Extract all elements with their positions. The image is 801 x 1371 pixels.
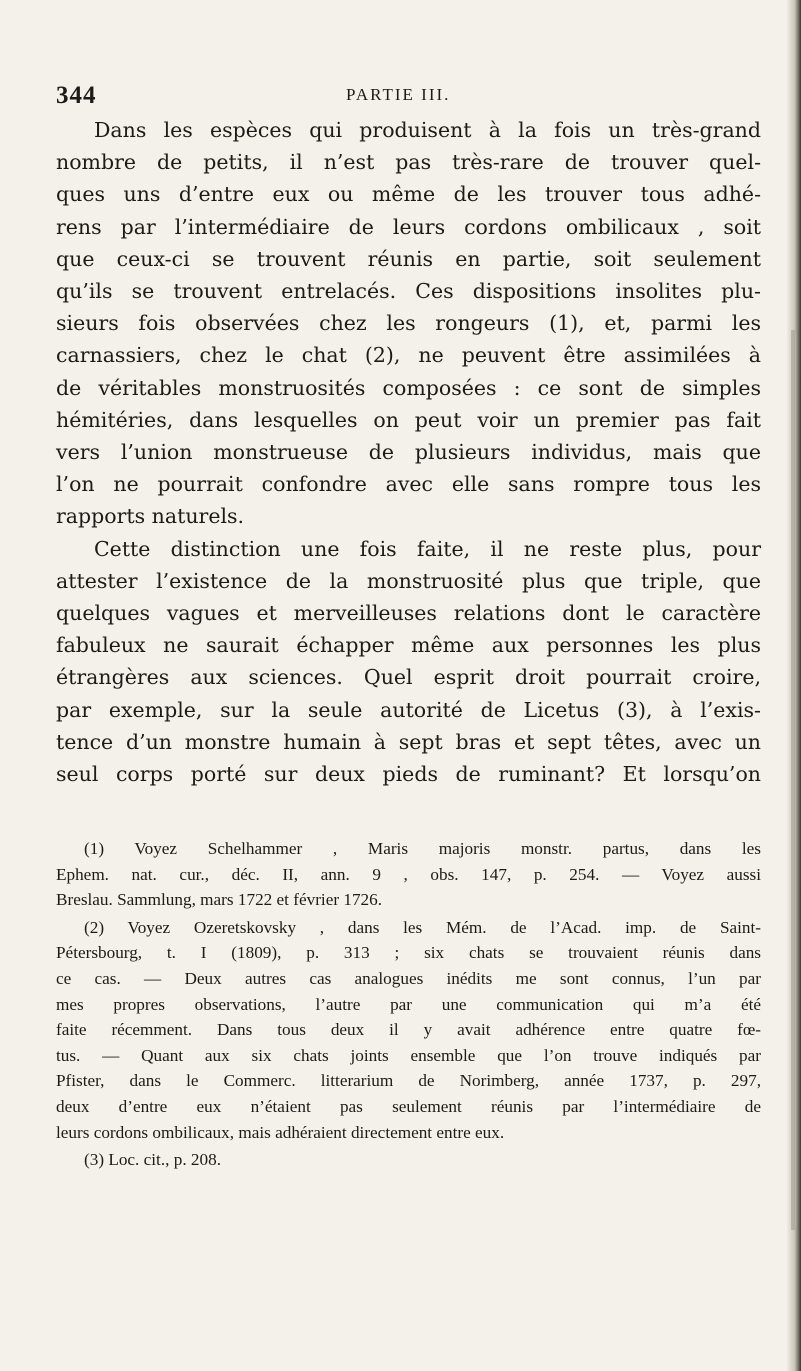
body-line: tence d’un monstre humain à sept bras et sept têtes, avec un: [56, 729, 761, 754]
footnote-line: deux d’entre eux n’étaient pas seulement réunis par l’intermédiaire de: [56, 1096, 761, 1116]
body-line: vers l’union monstrueuse de plusieurs individus, mais que: [56, 440, 761, 465]
footnote-line: mes propres observations, l’autre par une communication qui m’a été: [56, 994, 761, 1014]
body-line: fabuleux ne saurait échapper même aux personnes les plus: [56, 633, 761, 658]
footnote-line: ce cas. — Deux autres cas analogues inédits me sont connus, l’un par: [56, 968, 761, 988]
body-line: Dans les espèces qui produisent à la fois un très-grand: [94, 118, 761, 142]
body-line: qu’ils se trouvent entrelacés. Ces dispositions insolites plu-: [56, 279, 761, 304]
footnote-line: Breslau. Sammlung, mars 1722 et février 1726.: [56, 890, 383, 910]
body-line: que ceux-ci se trouvent réunis en partie, soit seulement: [56, 246, 761, 271]
footnote-line: (1) Voyez Schelhammer , Maris majoris monstr. partus, dans les: [84, 839, 761, 858]
footnote-1: [56, 836, 761, 913]
body-line: Cette distinction une fois faite, il ne reste plus, pour: [94, 536, 761, 561]
footnote-line: (3) Loc. cit., p. 208.: [84, 1150, 221, 1170]
footnotes: [56, 836, 761, 1175]
page-edge: [787, 0, 801, 1371]
body-text: [56, 114, 761, 790]
body-line: carnassiers, chez le chat (2), ne peuvent être assimilées à: [56, 343, 761, 368]
footnote-line: Pfister, dans le Commerc. litterarium de Norimberg, année 1737, p. 297,: [56, 1071, 761, 1091]
body-line: l’on ne pourrait confondre avec elle sans rompre tous les: [56, 472, 761, 497]
footnote-line: tus. — Quant aux six chats joints ensemble que l’on trouve indiqués par: [56, 1045, 761, 1065]
footnote-line: faite récemment. Dans tous deux il y avait adhérence entre quatre fœ-: [56, 1020, 761, 1040]
body-line: hémitéries, dans lesquelles on peut voir un premier pas fait: [56, 407, 761, 432]
body-line: par exemple, sur la seule autorité de Licetus (3), à l’exis-: [56, 697, 761, 722]
body-line: quelques vagues et merveilleuses relations dont le caractère: [56, 601, 761, 626]
footnote-2: [56, 915, 761, 1145]
body-line: de véritables monstruosités composées : ce sont de simples: [56, 375, 761, 400]
body-line: nombre de petits, il n’est pas très-rare de trouver quel-: [56, 150, 761, 175]
body-line: étrangères aux sciences. Quel esprit droit pourrait croire,: [56, 665, 761, 690]
body-line: seul corps porté sur deux pieds de ruminant? Et lorsqu’on: [56, 762, 761, 787]
body-line: rens par l’intermédiaire de leurs cordons ombilicaux , soit: [56, 214, 761, 239]
footnote-line: (2) Voyez Ozeretskovsky , dans les Mém. de l’Acad. imp. de Saint-: [84, 917, 761, 937]
page-header: [56, 82, 746, 108]
page-edge-shadow: [791, 330, 795, 1230]
body-line: sieurs fois observées chez les rongeurs (1), et, parmi les: [56, 311, 761, 336]
page-number: 344: [56, 82, 97, 109]
footnote-line: Pétersbourg, t. I (1809), p. 313 ; six chats se trouvaient réunis dans: [56, 943, 761, 963]
footnote-line: leurs cordons ombilicaux, mais adhéraient directement entre eux.: [56, 1122, 505, 1142]
footnote-line: Ephem. nat. cur., déc. II, ann. 9 , obs. 147, p. 254. — Voyez aussi: [56, 864, 761, 884]
footnote-3: [56, 1147, 761, 1173]
body-line: ques uns d’entre eux ou même de les trouver tous adhé-: [56, 182, 761, 207]
body-line: rapports naturels.: [56, 504, 245, 529]
body-line: attester l’existence de la monstruosité plus que triple, que: [56, 568, 761, 593]
running-head: PARTIE III.: [346, 85, 451, 104]
